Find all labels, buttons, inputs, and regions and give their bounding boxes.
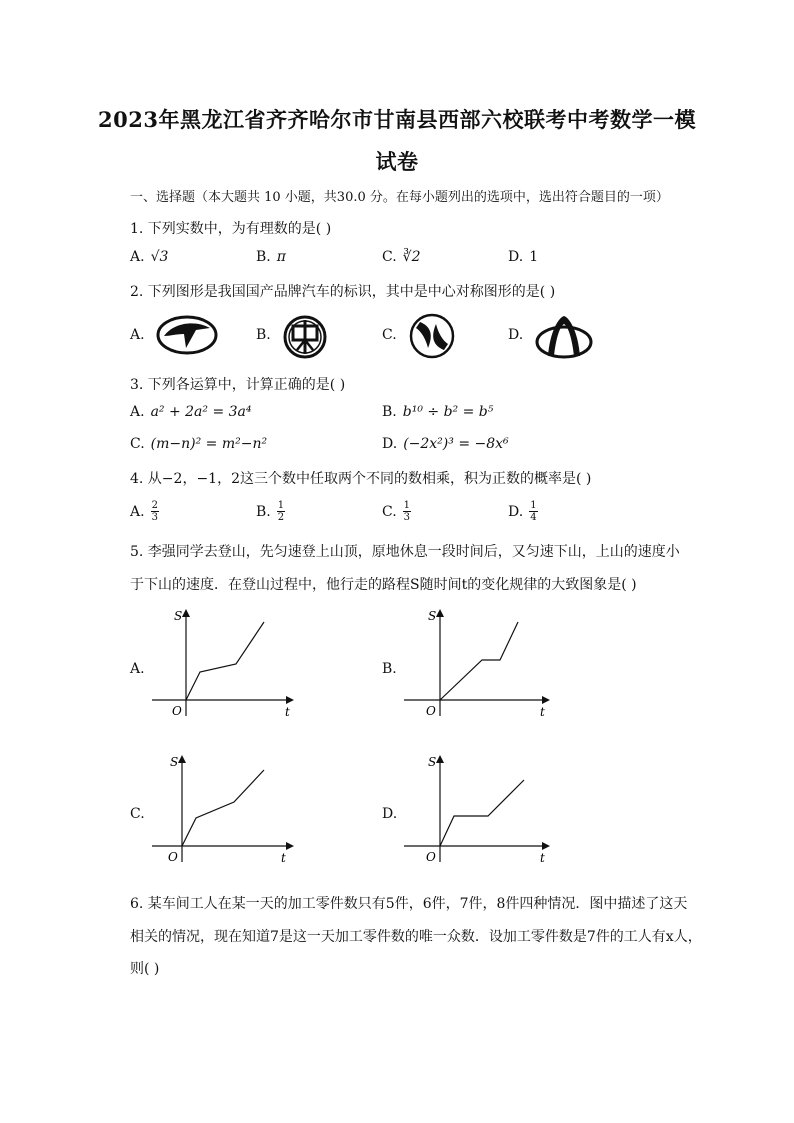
- axis-t-label: t: [285, 705, 290, 719]
- fraction-denominator: 4: [530, 512, 537, 523]
- q3-option-a: [130, 404, 252, 420]
- fraction-denominator: 2: [277, 512, 285, 523]
- q3-option-c: [130, 436, 267, 452]
- q5-stem-line1: 5. 李强同学去登山，先匀速登上山顶，原地休息一段时间后，又匀速下山，上山的速度小: [130, 544, 680, 560]
- option-label: B.: [382, 404, 397, 420]
- arch-logo-icon: [534, 312, 594, 360]
- q1-option-b: [256, 249, 286, 265]
- option-label: A.: [130, 503, 145, 520]
- q4-option-d: [508, 500, 538, 523]
- q1-option-a: [130, 249, 168, 265]
- q1-option-c: [382, 249, 421, 265]
- q2-stem: 2. 下列图形是我国国产品牌汽车的标识，其中是中心对称图形的是( ): [130, 284, 556, 300]
- q1-stem: 1. 下列实数中，为有理数的是( ): [130, 221, 332, 237]
- fraction: [277, 500, 285, 523]
- option-value: π: [276, 249, 286, 265]
- axis-t-label: t: [540, 851, 545, 865]
- option-label: B.: [256, 503, 271, 520]
- option-value: (−2x²)³ = −8x⁶: [403, 436, 509, 452]
- option-value: a² + 2a² = 3a⁴: [150, 404, 252, 420]
- option-value: 1: [529, 249, 539, 265]
- twin-swirl-logo-icon: [408, 312, 456, 360]
- axis-s-label: S: [428, 609, 437, 623]
- axis-t-label: t: [281, 851, 286, 865]
- option-label: A.: [130, 249, 145, 265]
- option-value: (m−n)² = m²−n²: [150, 436, 268, 452]
- fraction-denominator: 3: [151, 512, 158, 523]
- q1-option-d: [508, 249, 538, 265]
- section-heading: 一、选择题（本大题共 10 小题，共30.0 分。在每小题列出的选项中，选出符合题目的一项）: [130, 190, 669, 205]
- graph-d: [400, 750, 554, 868]
- axis-origin-label: O: [426, 850, 436, 864]
- option-label: C.: [382, 503, 397, 520]
- axis-s-label: S: [174, 609, 183, 623]
- swoosh-logo-icon: [156, 314, 218, 356]
- q4-option-a: [130, 500, 159, 523]
- graph-c: [148, 750, 298, 868]
- option-label: A.: [130, 404, 145, 420]
- q3-option-b: [382, 404, 493, 420]
- q4-option-b: [256, 500, 285, 523]
- q5-option-b-label: B.: [382, 661, 397, 677]
- option-label: B.: [256, 249, 271, 265]
- q4-option-c: [382, 500, 411, 523]
- exam-title-line1: 2023年黑龙江省齐齐哈尔市甘南县西部六校联考中考数学一模: [98, 107, 696, 132]
- q5-option-a-label: A.: [130, 661, 145, 677]
- axis-origin-label: O: [168, 850, 178, 864]
- fraction-numerator: 1: [277, 500, 285, 511]
- axis-t-label: t: [540, 705, 545, 719]
- axis-s-label: S: [428, 755, 437, 769]
- q6-stem-line3: 则( ): [130, 961, 160, 977]
- exam-title-line2: 试卷: [375, 149, 419, 174]
- axis-origin-label: O: [172, 704, 182, 718]
- option-value: √3: [150, 249, 169, 265]
- graph-a: [148, 604, 298, 722]
- q5-option-d-label: D.: [382, 806, 398, 822]
- q4-stem: 4. 从−2，−1，2这三个数中任取两个不同的数相乘，积为正数的概率是( ): [130, 471, 592, 487]
- q2-option-d-label: D.: [508, 327, 524, 343]
- fraction-denominator: 3: [403, 512, 411, 523]
- option-label: D.: [508, 249, 524, 265]
- fraction: [529, 500, 537, 523]
- graph-b: [400, 604, 554, 722]
- option-label: C.: [382, 249, 397, 265]
- q2-option-c-label: C.: [382, 327, 397, 343]
- axis-s-label: S: [170, 755, 179, 769]
- option-label: C.: [130, 436, 145, 452]
- q6-stem-line1: 6. 某车间工人在某一天的加工零件数只有5件，6件，7件，8件四种情况．图中描述了这天: [130, 896, 688, 912]
- axis-origin-label: O: [426, 704, 436, 718]
- q3-stem: 3. 下列各运算中，计算正确的是( ): [130, 377, 346, 393]
- option-value: b¹⁰ ÷ b² = b⁵: [402, 404, 494, 420]
- fraction: [151, 500, 159, 523]
- q5-option-c-label: C.: [130, 806, 145, 822]
- q2-option-b-label: B.: [256, 327, 271, 343]
- q5-stem-line2: 于下山的速度．在登山过程中，他行走的路程S随时间t的变化规律的大致图象是( ): [130, 577, 637, 593]
- fraction: [403, 500, 411, 523]
- fraction-numerator: 1: [530, 500, 537, 511]
- q3-option-d: [382, 436, 509, 452]
- option-label: D.: [382, 436, 398, 452]
- q2-option-a-label: A.: [130, 327, 145, 343]
- fraction-numerator: 1: [403, 500, 411, 511]
- option-value: ∛2: [402, 249, 421, 265]
- fraction-numerator: 2: [151, 500, 158, 511]
- circle-cross-logo-icon: [282, 314, 328, 360]
- q6-stem-line2: 相关的情况，现在知道7是这一天加工零件数的唯一众数．设加工零件数是7件的工人有x人，: [130, 929, 702, 945]
- option-label: D.: [508, 503, 524, 520]
